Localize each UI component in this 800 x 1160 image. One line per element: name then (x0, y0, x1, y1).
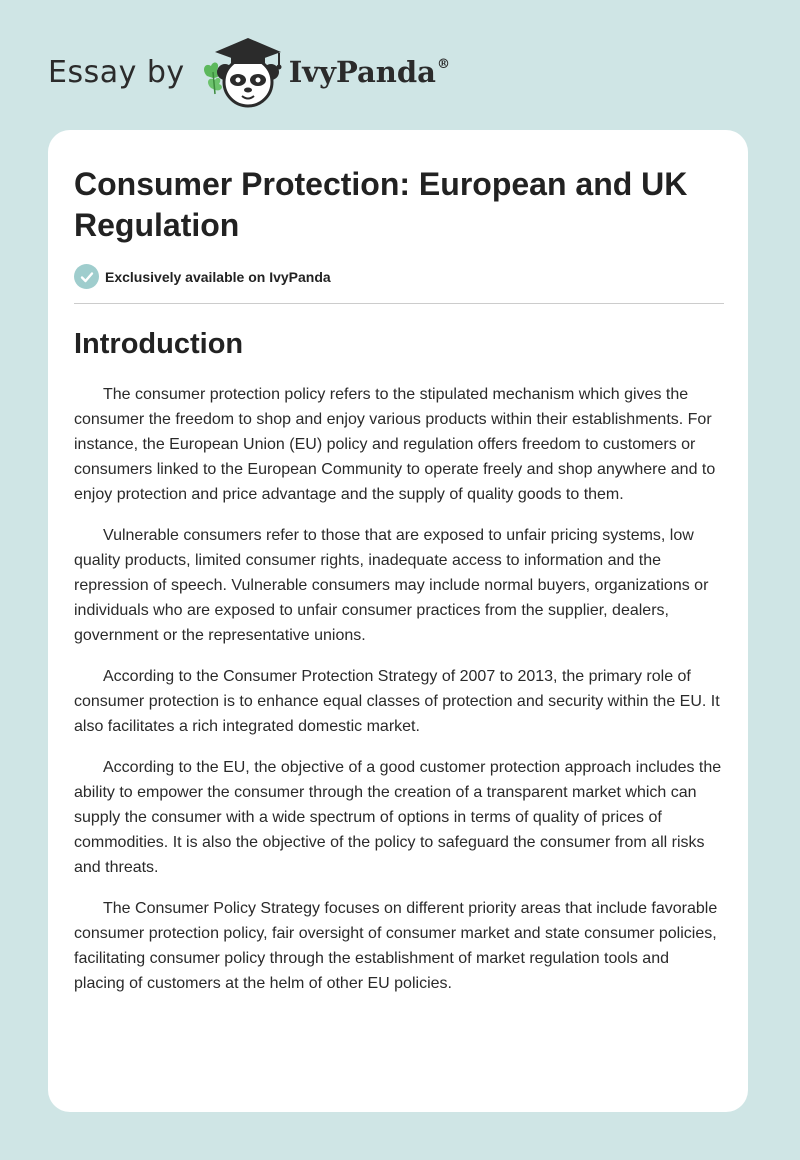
essay-content (74, 164, 724, 1012)
section-title: Introduction (74, 328, 244, 360)
exclusive-label: Exclusively available on IvyPanda (105, 268, 331, 285)
page-title: Consumer Protection: European and UK Regulation (74, 166, 688, 243)
divider (74, 303, 724, 304)
essay-card (48, 130, 748, 1112)
check-icon (74, 264, 99, 289)
essay-by-label: Essay by (48, 54, 185, 90)
exclusive-badge (74, 264, 724, 289)
paragraph: According to the Consumer Protection Strategy of 2007 to 2013, the primary role of consumer protection is to enhance equal classes of protection and security within the EU. It also facilitates a rich integrated domestic market. (74, 668, 720, 735)
paragraph: The consumer protection policy refers to the stipulated mechanism which gives the consumer the freedom to shop and enjoy various products within their establishments. For instance, the European Union (EU) policy and regulation offers freedom to customers or consumers linked to the European Community to operate freely and shop anywhere and to enjoy protection and price advantage and the supply of quality goods to them. (74, 386, 716, 503)
site-header (48, 34, 450, 110)
panda-graduate-icon (197, 32, 283, 113)
essay-body (74, 382, 724, 996)
ivypanda-logo[interactable] (197, 32, 450, 113)
brand-name: IvyPanda® (288, 55, 450, 89)
paragraph: Vulnerable consumers refer to those that are exposed to unfair pricing systems, low quality products, limited consumer rights, inadequate access to information and the repression of speech. Vulnerable consumers may include normal buyers, organizations or individuals who are exposed to unfair consumer practices from the supplier, dealers, government or the representative unions. (74, 527, 709, 644)
registered-mark: ® (436, 57, 450, 72)
paragraph: According to the EU, the objective of a good customer protection approach includes the ability to empower the consumer through the creation of a transparent market which can supply the consumer with a wide spectrum of options in terms of quality of prices of commodities. It is also the objective of the policy to safeguard the consumer from all risks and threats. (74, 759, 722, 876)
paragraph: The Consumer Policy Strategy focuses on different priority areas that include favorable consumer protection policy, fair oversight of consumer market and state consumer policies, facilitating consumer policy through the establishment of market regulation tools and placing of customers at the helm of other EU policies. (74, 900, 718, 992)
